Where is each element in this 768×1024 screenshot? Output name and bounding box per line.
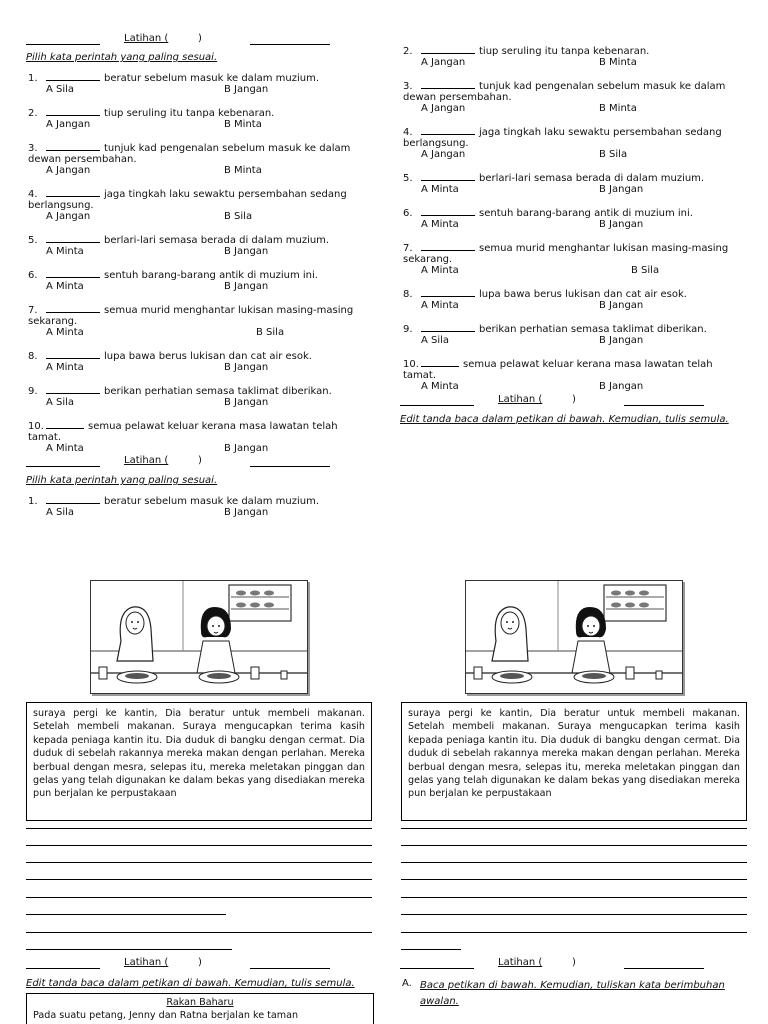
question-text: berlari-lari semasa berada di dalam muzium.	[479, 173, 705, 184]
blank-line	[250, 44, 330, 45]
question-item	[28, 349, 358, 373]
question-number: 1.	[28, 73, 38, 84]
writing-line[interactable]	[401, 828, 747, 829]
question-item	[403, 79, 733, 114]
latihan-header-1	[26, 33, 332, 47]
question-text: beratur sebelum masuk ke dalam muzium.	[104, 496, 320, 507]
question-number: 7.	[403, 243, 413, 254]
canteen-drawing-icon	[91, 581, 307, 693]
writing-line[interactable]	[401, 845, 747, 846]
rakan-text: Pada suatu petang, Jenny dan Ratna berjalan ke taman	[33, 1010, 299, 1021]
answer-blank[interactable]	[46, 384, 100, 394]
question-stem	[403, 44, 733, 57]
question-continuation: sekarang.	[403, 254, 453, 265]
blank-line	[250, 968, 330, 969]
question-text: semua pelawat keluar kerana masa lawatan telah	[463, 359, 713, 370]
question-number: 2.	[403, 46, 413, 57]
question-text: sentuh barang-barang antik di muzium ini.	[479, 208, 693, 219]
option-a[interactable]: A Minta	[421, 381, 459, 392]
question-number: 9.	[403, 324, 413, 335]
option-b[interactable]: B Sila	[631, 265, 660, 276]
question-text: tiup seruling itu tanpa kebenaran.	[104, 108, 275, 119]
option-a[interactable]: A Minta	[46, 246, 84, 257]
latihan-paren: )	[198, 957, 202, 968]
option-b[interactable]: B Jangan	[224, 443, 269, 454]
option-b[interactable]: B Jangan	[224, 397, 269, 408]
question-text: sentuh barang-barang antik di muzium ini.	[104, 270, 318, 281]
question-continuation: berlangsung.	[403, 138, 469, 149]
option-b[interactable]: B Minta	[599, 103, 637, 114]
answer-blank[interactable]	[46, 141, 100, 151]
question-text: beratur sebelum masuk ke dalam muzium.	[104, 73, 320, 84]
answer-blank[interactable]	[421, 241, 475, 251]
question-item	[403, 171, 733, 195]
question-number: 8.	[28, 351, 38, 362]
question-stem	[28, 106, 358, 119]
option-a[interactable]: A Sila	[46, 84, 75, 95]
question-options	[421, 149, 733, 160]
canteen-illustration	[465, 580, 683, 694]
question-item	[28, 303, 358, 338]
question-number: 7.	[28, 305, 38, 316]
option-b[interactable]: B Jangan	[224, 362, 269, 373]
option-a[interactable]: A Jangan	[46, 119, 91, 130]
question-stem	[28, 233, 358, 246]
instruction-edit: Edit tanda baca dalam petikan di bawah. Kemudian, tulis semula.	[26, 978, 355, 989]
question-item	[28, 141, 358, 176]
option-b[interactable]: B Minta	[599, 57, 637, 68]
question-item	[28, 233, 358, 257]
option-b[interactable]: B Jangan	[599, 300, 644, 311]
answer-blank[interactable]	[46, 268, 100, 278]
option-a[interactable]: A Minta	[46, 362, 84, 373]
question-options	[46, 281, 358, 292]
question-item	[403, 357, 733, 392]
question-options	[421, 300, 733, 311]
question-number: 3.	[403, 81, 413, 92]
writing-line[interactable]	[26, 845, 372, 846]
question-options	[421, 265, 733, 276]
question-stem	[28, 71, 358, 84]
question-stem	[28, 141, 358, 154]
question-options	[46, 119, 358, 130]
question-number: 4.	[403, 127, 413, 138]
question-stem	[28, 187, 358, 200]
blank-line	[400, 968, 474, 969]
instruction-baca-letter: A.	[402, 978, 412, 989]
option-b[interactable]: B Jangan	[224, 281, 269, 292]
option-a[interactable]: A Jangan	[421, 149, 466, 160]
question-number: 5.	[28, 235, 38, 246]
question-continuation: dewan persembahan.	[28, 154, 137, 165]
blank-line	[624, 405, 704, 406]
option-a[interactable]: A Minta	[421, 184, 459, 195]
option-b[interactable]: B Jangan	[224, 84, 269, 95]
question-stem	[403, 322, 733, 335]
question-options	[46, 362, 358, 373]
question-item	[28, 187, 358, 222]
question-options	[46, 507, 358, 518]
writing-line[interactable]	[26, 932, 372, 933]
question-number: 6.	[403, 208, 413, 219]
question-text: lupa bawa berus lukisan dan cat air esok.	[104, 351, 312, 362]
answer-blank[interactable]	[46, 494, 100, 504]
latihan-title: Latihan (	[124, 33, 169, 44]
question-continuation: tamat.	[403, 370, 437, 381]
question-item	[403, 44, 733, 68]
answer-blank[interactable]	[46, 349, 100, 359]
option-a[interactable]: A Minta	[46, 327, 84, 338]
blank-line	[400, 405, 474, 406]
question-options	[421, 381, 733, 392]
question-stem	[403, 206, 733, 219]
question-number: 10.	[403, 359, 419, 370]
question-number: 5.	[403, 173, 413, 184]
passage-box-left: suraya pergi ke kantin, Dia beratur untuk membeli makanan. Setelah membeli makanan. Suraya mengucapkan terima kasih kepada peniaga kantin itu. Dia duduk di bangku dengan cermat. Dia duduk di sebelah rakannya mereka makan dengan perlahan. Mereka berbual dengan mesra, selepas itu, mereka meletakan pinggan dan gelas yang telah digunakan ke dalam bekas yang disediakan mereka pun berjalan ke perpustakaan	[26, 702, 372, 821]
question-continuation: tamat.	[28, 432, 62, 443]
answer-blank[interactable]	[421, 322, 475, 332]
writing-line[interactable]	[401, 932, 747, 933]
question-text: semua pelawat keluar kerana masa lawatan telah	[88, 421, 338, 432]
question-item	[28, 268, 358, 292]
question-item	[403, 206, 733, 230]
question-options	[46, 165, 358, 176]
latihan-paren: )	[198, 455, 202, 466]
question-number: 2.	[28, 108, 38, 119]
blank-line	[624, 968, 704, 969]
latihan-title: Latihan (	[498, 957, 543, 968]
passage-box-right: suraya pergi ke kantin, Dia beratur untuk membeli makanan. Setelah membeli makanan. Suraya mengucapkan terima kasih kepada peniaga kantin itu. Dia duduk di bangku dengan cermat. Dia duduk di sebelah rakannya mereka makan dengan perlahan. Mereka berbual dengan mesra, selepas itu, mereka meletakan pinggan dan gelas yang telah digunakan ke dalam bekas yang disediakan mereka pun berjalan ke perpustakaan	[401, 702, 747, 821]
question-stem	[403, 287, 733, 300]
instruction-baca: Baca petikan di bawah. Kemudian, tuliskan kata berimbuhan awalan.	[420, 980, 725, 1007]
question-options	[421, 335, 733, 346]
question-number: 10.	[28, 421, 44, 432]
question-text: berlari-lari semasa berada di dalam muzium.	[104, 235, 330, 246]
option-b[interactable]: B Jangan	[224, 246, 269, 257]
latihan-paren: )	[198, 33, 202, 44]
answer-blank[interactable]	[46, 71, 100, 81]
option-a[interactable]: A Sila	[46, 507, 75, 518]
question-options	[421, 219, 733, 230]
answer-blank[interactable]	[46, 106, 100, 116]
question-item	[403, 287, 733, 311]
writing-line[interactable]	[26, 862, 372, 863]
question-number: 6.	[28, 270, 38, 281]
option-a[interactable]: A Jangan	[421, 103, 466, 114]
question-text: lupa bawa berus lukisan dan cat air esok.	[479, 289, 687, 300]
option-b[interactable]: B Sila	[224, 211, 253, 222]
latihan-paren: )	[572, 394, 576, 405]
question-options	[421, 103, 733, 114]
option-a[interactable]: A Minta	[421, 265, 459, 276]
answer-blank[interactable]	[46, 187, 100, 197]
option-a[interactable]: A Jangan	[46, 211, 91, 222]
question-text: berikan perhatian semasa taklimat diberikan.	[104, 386, 332, 397]
writing-line[interactable]	[401, 879, 747, 880]
latihan-title: Latihan (	[124, 455, 169, 466]
question-options	[46, 211, 358, 222]
writing-line[interactable]	[401, 862, 747, 863]
question-stem	[28, 303, 358, 316]
question-options	[421, 57, 733, 68]
question-number: 8.	[403, 289, 413, 300]
question-stem	[28, 494, 358, 507]
option-b[interactable]: B Minta	[224, 165, 262, 176]
question-number: 4.	[28, 189, 38, 200]
latihan-header-2	[26, 455, 332, 469]
question-options	[46, 327, 358, 338]
option-b[interactable]: B Jangan	[599, 335, 644, 346]
question-text: tunjuk kad pengenalan sebelum masuk ke dalam	[104, 143, 351, 154]
rakan-title: Rakan Baharu	[166, 997, 234, 1008]
answer-blank[interactable]	[46, 303, 100, 313]
question-number: 9.	[28, 386, 38, 397]
rakan-baharu-box	[26, 993, 374, 1024]
option-a[interactable]: A Minta	[421, 300, 459, 311]
answer-blank[interactable]	[46, 233, 100, 243]
answer-blank[interactable]	[421, 206, 475, 216]
answer-blank[interactable]	[421, 44, 475, 54]
latihan-paren: )	[572, 957, 576, 968]
question-stem	[28, 384, 358, 397]
answer-blank[interactable]	[421, 171, 475, 181]
writing-line[interactable]	[401, 949, 461, 950]
canteen-drawing-icon	[466, 581, 682, 693]
option-b[interactable]: B Minta	[224, 119, 262, 130]
option-b[interactable]: B Sila	[256, 327, 285, 338]
answer-blank[interactable]	[421, 287, 475, 297]
question-options	[46, 443, 358, 454]
question-text: tunjuk kad pengenalan sebelum masuk ke dalam	[479, 81, 726, 92]
writing-line[interactable]	[26, 828, 372, 829]
question-text: semua murid menghantar lukisan masing-masing	[104, 305, 354, 316]
question-stem	[28, 268, 358, 281]
option-a[interactable]: A Sila	[46, 397, 75, 408]
question-stem	[403, 125, 733, 138]
question-item	[403, 125, 733, 160]
option-a[interactable]: A Minta	[46, 443, 84, 454]
option-a[interactable]: A Jangan	[421, 57, 466, 68]
question-text: jaga tingkah laku sewaktu persembahan sedang	[104, 189, 347, 200]
blank-line	[26, 44, 100, 45]
question-number: 1.	[28, 496, 38, 507]
instruction-edit: Edit tanda baca dalam petikan di bawah. Kemudian, tulis semula.	[400, 414, 729, 425]
writing-line[interactable]	[401, 897, 747, 898]
latihan-header-r2	[400, 957, 706, 971]
option-a[interactable]: A Sila	[421, 335, 450, 346]
question-continuation: sekarang.	[28, 316, 78, 327]
question-item	[403, 322, 733, 346]
answer-blank[interactable]	[46, 419, 84, 429]
question-item	[28, 384, 358, 408]
option-a[interactable]: A Jangan	[46, 165, 91, 176]
latihan-header-3	[26, 957, 332, 971]
option-a[interactable]: A Minta	[46, 281, 84, 292]
question-item	[28, 71, 358, 95]
option-b[interactable]: B Sila	[599, 149, 628, 160]
question-options	[421, 184, 733, 195]
answer-blank[interactable]	[421, 79, 475, 89]
writing-line[interactable]	[26, 914, 226, 915]
question-item	[28, 419, 358, 454]
question-text: semua murid menghantar lukisan masing-masing	[479, 243, 729, 254]
answer-blank[interactable]	[421, 357, 459, 367]
question-stem	[403, 79, 733, 92]
question-item	[28, 494, 358, 518]
answer-blank[interactable]	[421, 125, 475, 135]
writing-line[interactable]	[26, 897, 372, 898]
blank-line	[26, 968, 100, 969]
writing-line[interactable]	[401, 914, 747, 915]
question-options	[46, 84, 358, 95]
question-continuation: dewan persembahan.	[403, 92, 512, 103]
question-text: berikan perhatian semasa taklimat diberikan.	[479, 324, 707, 335]
question-text: jaga tingkah laku sewaktu persembahan sedang	[479, 127, 722, 138]
blank-line	[250, 466, 330, 467]
question-options	[46, 397, 358, 408]
writing-line[interactable]	[26, 949, 232, 950]
latihan-title: Latihan (	[498, 394, 543, 405]
question-stem	[28, 419, 358, 432]
instruction-pilih: Pilih kata perintah yang paling sesuai.	[26, 475, 218, 486]
option-b[interactable]: B Jangan	[599, 381, 644, 392]
question-stem	[403, 357, 733, 370]
question-options	[46, 246, 358, 257]
instruction-pilih: Pilih kata perintah yang paling sesuai.	[26, 52, 218, 63]
question-continuation: berlangsung.	[28, 200, 94, 211]
option-a[interactable]: A Minta	[421, 219, 459, 230]
question-text: tiup seruling itu tanpa kebenaran.	[479, 46, 650, 57]
question-item	[403, 241, 733, 276]
option-b[interactable]: B Jangan	[224, 507, 269, 518]
canteen-illustration	[90, 580, 308, 694]
blank-line	[26, 466, 100, 467]
option-b[interactable]: B Jangan	[599, 219, 644, 230]
option-b[interactable]: B Jangan	[599, 184, 644, 195]
question-stem	[403, 241, 733, 254]
writing-line[interactable]	[26, 879, 372, 880]
latihan-header-r1	[400, 394, 706, 408]
question-number: 3.	[28, 143, 38, 154]
question-stem	[403, 171, 733, 184]
latihan-title: Latihan (	[124, 957, 169, 968]
question-item	[28, 106, 358, 130]
question-stem	[28, 349, 358, 362]
